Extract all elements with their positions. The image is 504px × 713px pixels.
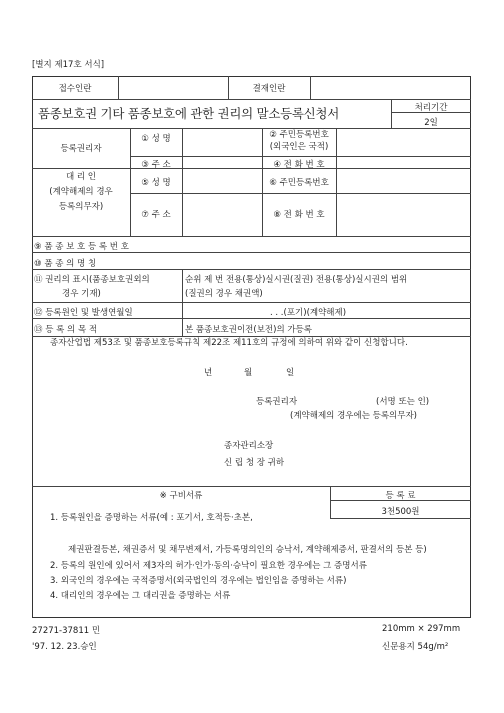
right-indication-label: ⑪ 권리의 표시(품종보호권외의: [34, 275, 150, 285]
registration-cause-value: . . .(포기)(계약해제): [270, 308, 347, 318]
agent-note: 등록의무자): [58, 202, 104, 212]
form-label: [별지 제17호 서식]: [32, 60, 105, 70]
required-document-item: 1. 등록원인을 증명하는 서류(예 : 포기서, 호적등·초본,: [50, 513, 253, 523]
agent-phone-label: ⑧ 전 화 번 호: [273, 210, 325, 220]
registration-purpose-value: 본 품종보호권이전(보전)의 가등록: [185, 325, 312, 335]
receipt-number-label: 접수인란: [58, 84, 92, 94]
agent-address-label: ⑦ 주 소: [141, 210, 171, 220]
divider: [182, 128, 183, 236]
title-row-line: [32, 128, 471, 129]
agent-id-label: ⑥ 주민등록번호: [269, 178, 329, 188]
divider: [130, 193, 471, 194]
addressee: 종자관리소장: [224, 441, 274, 451]
right-indication-value: 순위 제 번 전용(통상)실시권(질권) 전용(통상)실시권의 범위: [185, 275, 408, 285]
divider: [32, 269, 471, 270]
processing-period-value: 2일: [424, 118, 438, 128]
registrant-address-label: ③ 주 소: [141, 160, 171, 170]
divider: [118, 76, 119, 99]
divider: [32, 168, 471, 169]
applicant-note: (계약해제의 경우에는 등록의무자): [290, 411, 417, 421]
date-year-label: 년: [204, 368, 213, 378]
divider: [336, 128, 337, 236]
approval-label: 결재인란: [252, 84, 286, 94]
divider: [310, 76, 311, 99]
required-document-item: 2. 등록의 원인에 있어서 제3자의 허가·인가·동의·승낙이 필요한 경우에는 그 증명서류: [50, 561, 367, 571]
divider: [32, 318, 471, 319]
required-document-item: 4. 대리인의 경우에는 그 대리권을 증명하는 서류: [50, 591, 231, 601]
divider: [182, 269, 183, 336]
registration-fee-value: 3천500원: [381, 507, 420, 517]
signature-label: (서명 또는 인): [376, 397, 430, 407]
application-statement: 종자산업법 제53조 및 품종보호등록규칙 제22조 제11호의 규정에 의하여 위와 같이 신청합니다.: [50, 338, 408, 348]
agent-note: (계약해제의 경우: [49, 187, 113, 197]
registrant-label: 등록권리자: [60, 144, 102, 154]
date-day-label: 일: [286, 368, 295, 378]
right-indication-note: 경우 기재): [62, 289, 101, 299]
processing-period-label: 처리기간: [414, 103, 448, 113]
form-code: 27271-37811 민: [32, 626, 101, 636]
registrant-id-label: ② 주민등록번호: [269, 130, 329, 140]
agent-label: 대 리 인: [65, 172, 97, 182]
divider: [32, 236, 471, 237]
registration-cause-label: ⑫ 등록원인 및 발생연월일: [34, 308, 133, 318]
registration-fee-label: 등 록 료: [385, 491, 416, 501]
registrant-id-note: (외국인은 국적): [269, 142, 329, 152]
addressee-title: 신 립 청 장 귀하: [224, 458, 285, 468]
applicant-label: 등록권리자: [256, 397, 298, 407]
form-title: 품종보호권 기타 품종보호에 관한 권리의 말소등록신청서: [38, 106, 339, 121]
header-row-line: [32, 99, 471, 100]
required-document-item: 3. 외국인의 경우에는 국적증명서(외국법인의 경우에는 법인임을 증명하는 서류): [50, 576, 347, 586]
approval-date: '97. 12. 23.승인: [32, 642, 97, 652]
divider: [32, 486, 471, 487]
right-indication-value-note: (질권의 경우 채권액): [185, 289, 263, 299]
registration-purpose-label: ⑬ 등 록 의 목 적: [34, 325, 98, 335]
divider: [32, 252, 471, 253]
divider: [330, 518, 471, 519]
variety-name-label: ⑩ 품 종 의 명 칭: [34, 259, 97, 269]
required-documents-header: ※ 구비서류: [159, 491, 203, 501]
registrant-name-label: ① 성 명: [141, 134, 171, 144]
paper-type: 신문용지 54g/m²: [382, 642, 449, 652]
date-month-label: 월: [244, 368, 253, 378]
paper-size: 210mm × 297mm: [382, 624, 461, 634]
divider: [32, 302, 471, 303]
variety-registration-number-label: ⑨ 품 종 보 호 등 록 번 호: [34, 242, 129, 252]
agent-name-label: ⑤ 성 명: [141, 178, 171, 188]
required-document-item: 제권판결등본, 채권증서 및 채무변제서, 가등록명의인의 승낙서, 계약해제증서, 판결서의 등본 등): [68, 545, 427, 555]
registrant-phone-label: ④ 전 화 번 호: [273, 160, 325, 170]
